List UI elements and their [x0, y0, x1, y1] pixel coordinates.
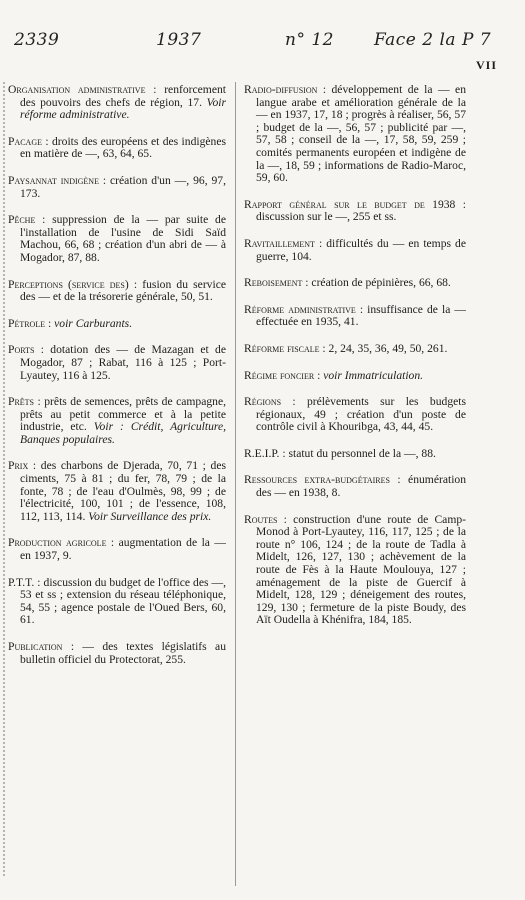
- index-term: Reboisement: [244, 276, 303, 290]
- index-term: Ravitaillement: [244, 236, 315, 250]
- index-text: : — des textes législatifs au bulletin officiel du Protectorat, 255.: [20, 640, 226, 666]
- index-entry: [244, 238, 466, 263]
- index-text: : dotation des — de Mazagan et de Mogador, 87 ; Rabat, 116 à 125 ; Port-Lyautey, 116 à 125.: [20, 343, 226, 382]
- index-entry: [244, 84, 466, 185]
- index-text: : discussion du budget de l'office des —, 53 et ss ; extension du réseau téléphonique, 54, 55 ; agence postale de l'Oued Bers, 60, 61.: [20, 575, 226, 627]
- index-term: Prêts: [8, 395, 35, 409]
- index-entry: [8, 396, 226, 446]
- index-term: Pacage: [8, 134, 43, 148]
- index-entry: [8, 641, 226, 666]
- index-entry: [244, 304, 466, 329]
- page-number: VII: [476, 58, 498, 72]
- index-text: : fusion du service des — et de la trésorerie générale, 50, 51.: [20, 277, 226, 304]
- index-text: : des charbons de Djerada, 70, 71 ; des ciments, 75 à 81 ; du fer, 78, 79 ; de la fonte, 78 ; de l'eau d'Oulmès, 98, 99 ; de l'électricité, 100, 101 ; de l'essence, 108, 112, 113, 114.: [20, 459, 226, 523]
- index-term: Pêche: [8, 213, 36, 227]
- index-term: Prix: [8, 459, 29, 473]
- index-text: : prêts de semences, prêts de campagne, prêts au petit commerce et à la petite industrie, etc.: [20, 395, 226, 434]
- index-entry: [8, 84, 226, 122]
- index-entry: [8, 460, 226, 523]
- index-term: Régions: [244, 395, 282, 409]
- index-text: : statut du personnel de la —, 88.: [279, 446, 436, 460]
- index-text: : insuffisance de la — effectuée en 1935, 41.: [256, 302, 466, 329]
- index-text: : droits des européens et des indigènes en matière de —, 63, 64, 65.: [20, 134, 226, 161]
- index-term: Radio-diffusion: [244, 83, 318, 96]
- index-term: Ressources extra-budgétaires: [244, 473, 390, 487]
- index-entry: [8, 318, 226, 331]
- index-text: :: [45, 316, 55, 330]
- index-entry: [244, 514, 466, 627]
- index-term: Réforme fiscale: [244, 341, 320, 355]
- index-term: P.T.T.: [8, 575, 35, 589]
- index-term: R.E.I.P.: [244, 446, 280, 460]
- index-term: Ports: [8, 343, 35, 357]
- index-term: Réforme administrative: [244, 302, 356, 316]
- see-also-reference: voir Carburants.: [54, 316, 133, 330]
- left-margin-dots: [3, 82, 5, 876]
- index-entry: [244, 474, 466, 499]
- index-term: Régime foncier: [244, 368, 315, 382]
- index-text: : discussion sur le —, 255 et ss.: [256, 197, 466, 224]
- index-entry: [244, 199, 466, 224]
- handwritten-number: 2339: [14, 30, 60, 50]
- index-term: Rapport général sur le budget de 1938: [244, 197, 456, 211]
- index-text: : suppression de la — par suite de l'installation de l'usine de Sidi Saïd Machou, 66, 68 ; création d'un abri de — à Mogador, 87, 88.: [20, 213, 226, 264]
- handwritten-issue: n° 12: [285, 30, 334, 50]
- index-term: Publication: [8, 640, 63, 653]
- index-entry: [8, 175, 226, 200]
- index-entry: [8, 577, 226, 627]
- index-text: : prélèvements sur les budgets régionaux, 49 ; création d'un poste de contrôle civil à Khouribga, 43, 44, 45.: [256, 395, 466, 434]
- handwritten-year: 1937: [156, 30, 202, 50]
- index-entry: [244, 448, 466, 461]
- index-entry: [244, 396, 466, 434]
- index-term: Production agricole: [8, 536, 107, 550]
- index-entry: [8, 344, 226, 382]
- index-term: Perceptions (service des): [8, 277, 129, 291]
- index-entry: [8, 279, 226, 304]
- index-entry: [8, 136, 226, 161]
- index-text: : développement de la — en langue arabe et amélioration générale de la — en 1937, 17, 18 ; progrès à réaliser, 56, 57 ; budget de la —, 56, 57 ; publicité par —, 57, 58 ; conseil de la —, 17, 58, 59, 259 ; comités permanents européen et indigène de la —, 18, 59 ; informations de Radio-Maroc, 59, 60.: [256, 83, 466, 185]
- index-entry: [8, 537, 226, 562]
- index-entry: [244, 277, 466, 290]
- index-text: : augmentation de la — en 1937, 9.: [20, 536, 226, 563]
- index-text: : énumération des — en 1938, 8.: [256, 473, 467, 500]
- see-also-reference: voir Immatriculation.: [323, 368, 424, 382]
- see-also-reference: Voir Surveillance des prix.: [88, 509, 212, 523]
- index-text: : création d'un —, 96, 97, 173.: [20, 173, 227, 200]
- index-text: : renforcement des pouvoirs des chefs de région, 17.: [20, 83, 226, 109]
- index-text: : création de pépinières, 66, 68.: [302, 276, 451, 290]
- index-column-left: [8, 84, 226, 680]
- index-column-right: [244, 84, 466, 641]
- index-entry: [244, 370, 466, 383]
- index-term: Organisation administrative: [8, 83, 146, 96]
- see-also-reference: Voir réforme administrative.: [20, 95, 226, 122]
- see-also-reference: Voir : Crédit, Agriculture, Banques populaires.: [20, 420, 226, 446]
- index-text: :: [314, 368, 324, 382]
- index-entry: [8, 214, 226, 264]
- index-term: Routes: [244, 512, 278, 526]
- index-entry: [244, 343, 466, 356]
- index-text: : 2, 24, 35, 36, 49, 50, 261.: [319, 341, 448, 355]
- column-divider: [235, 82, 236, 886]
- index-term: Paysannat indigène: [8, 173, 99, 187]
- handwritten-note: Face 2 la P 7: [374, 30, 492, 50]
- index-term: Pétrole: [8, 316, 46, 330]
- index-text: : construction d'une route de Camp-Monod à Port-Lyautey, 116, 117, 125 ; de la route n° 106, 124 ; de la route de Tadla à Midelt, 126, 127, 130 ; achèvement de la route de Fès à la Haute Moulouya, 127 ; aménagement de la piste de Guercif à Midelt, 128, 129 ; déneigement des routes, 129, 130 ; fermeture de la piste Boudy, des Aït Oudella à Khénifra, 184, 185.: [256, 512, 466, 627]
- index-text: : difficultés du — en temps de guerre, 104.: [256, 236, 466, 263]
